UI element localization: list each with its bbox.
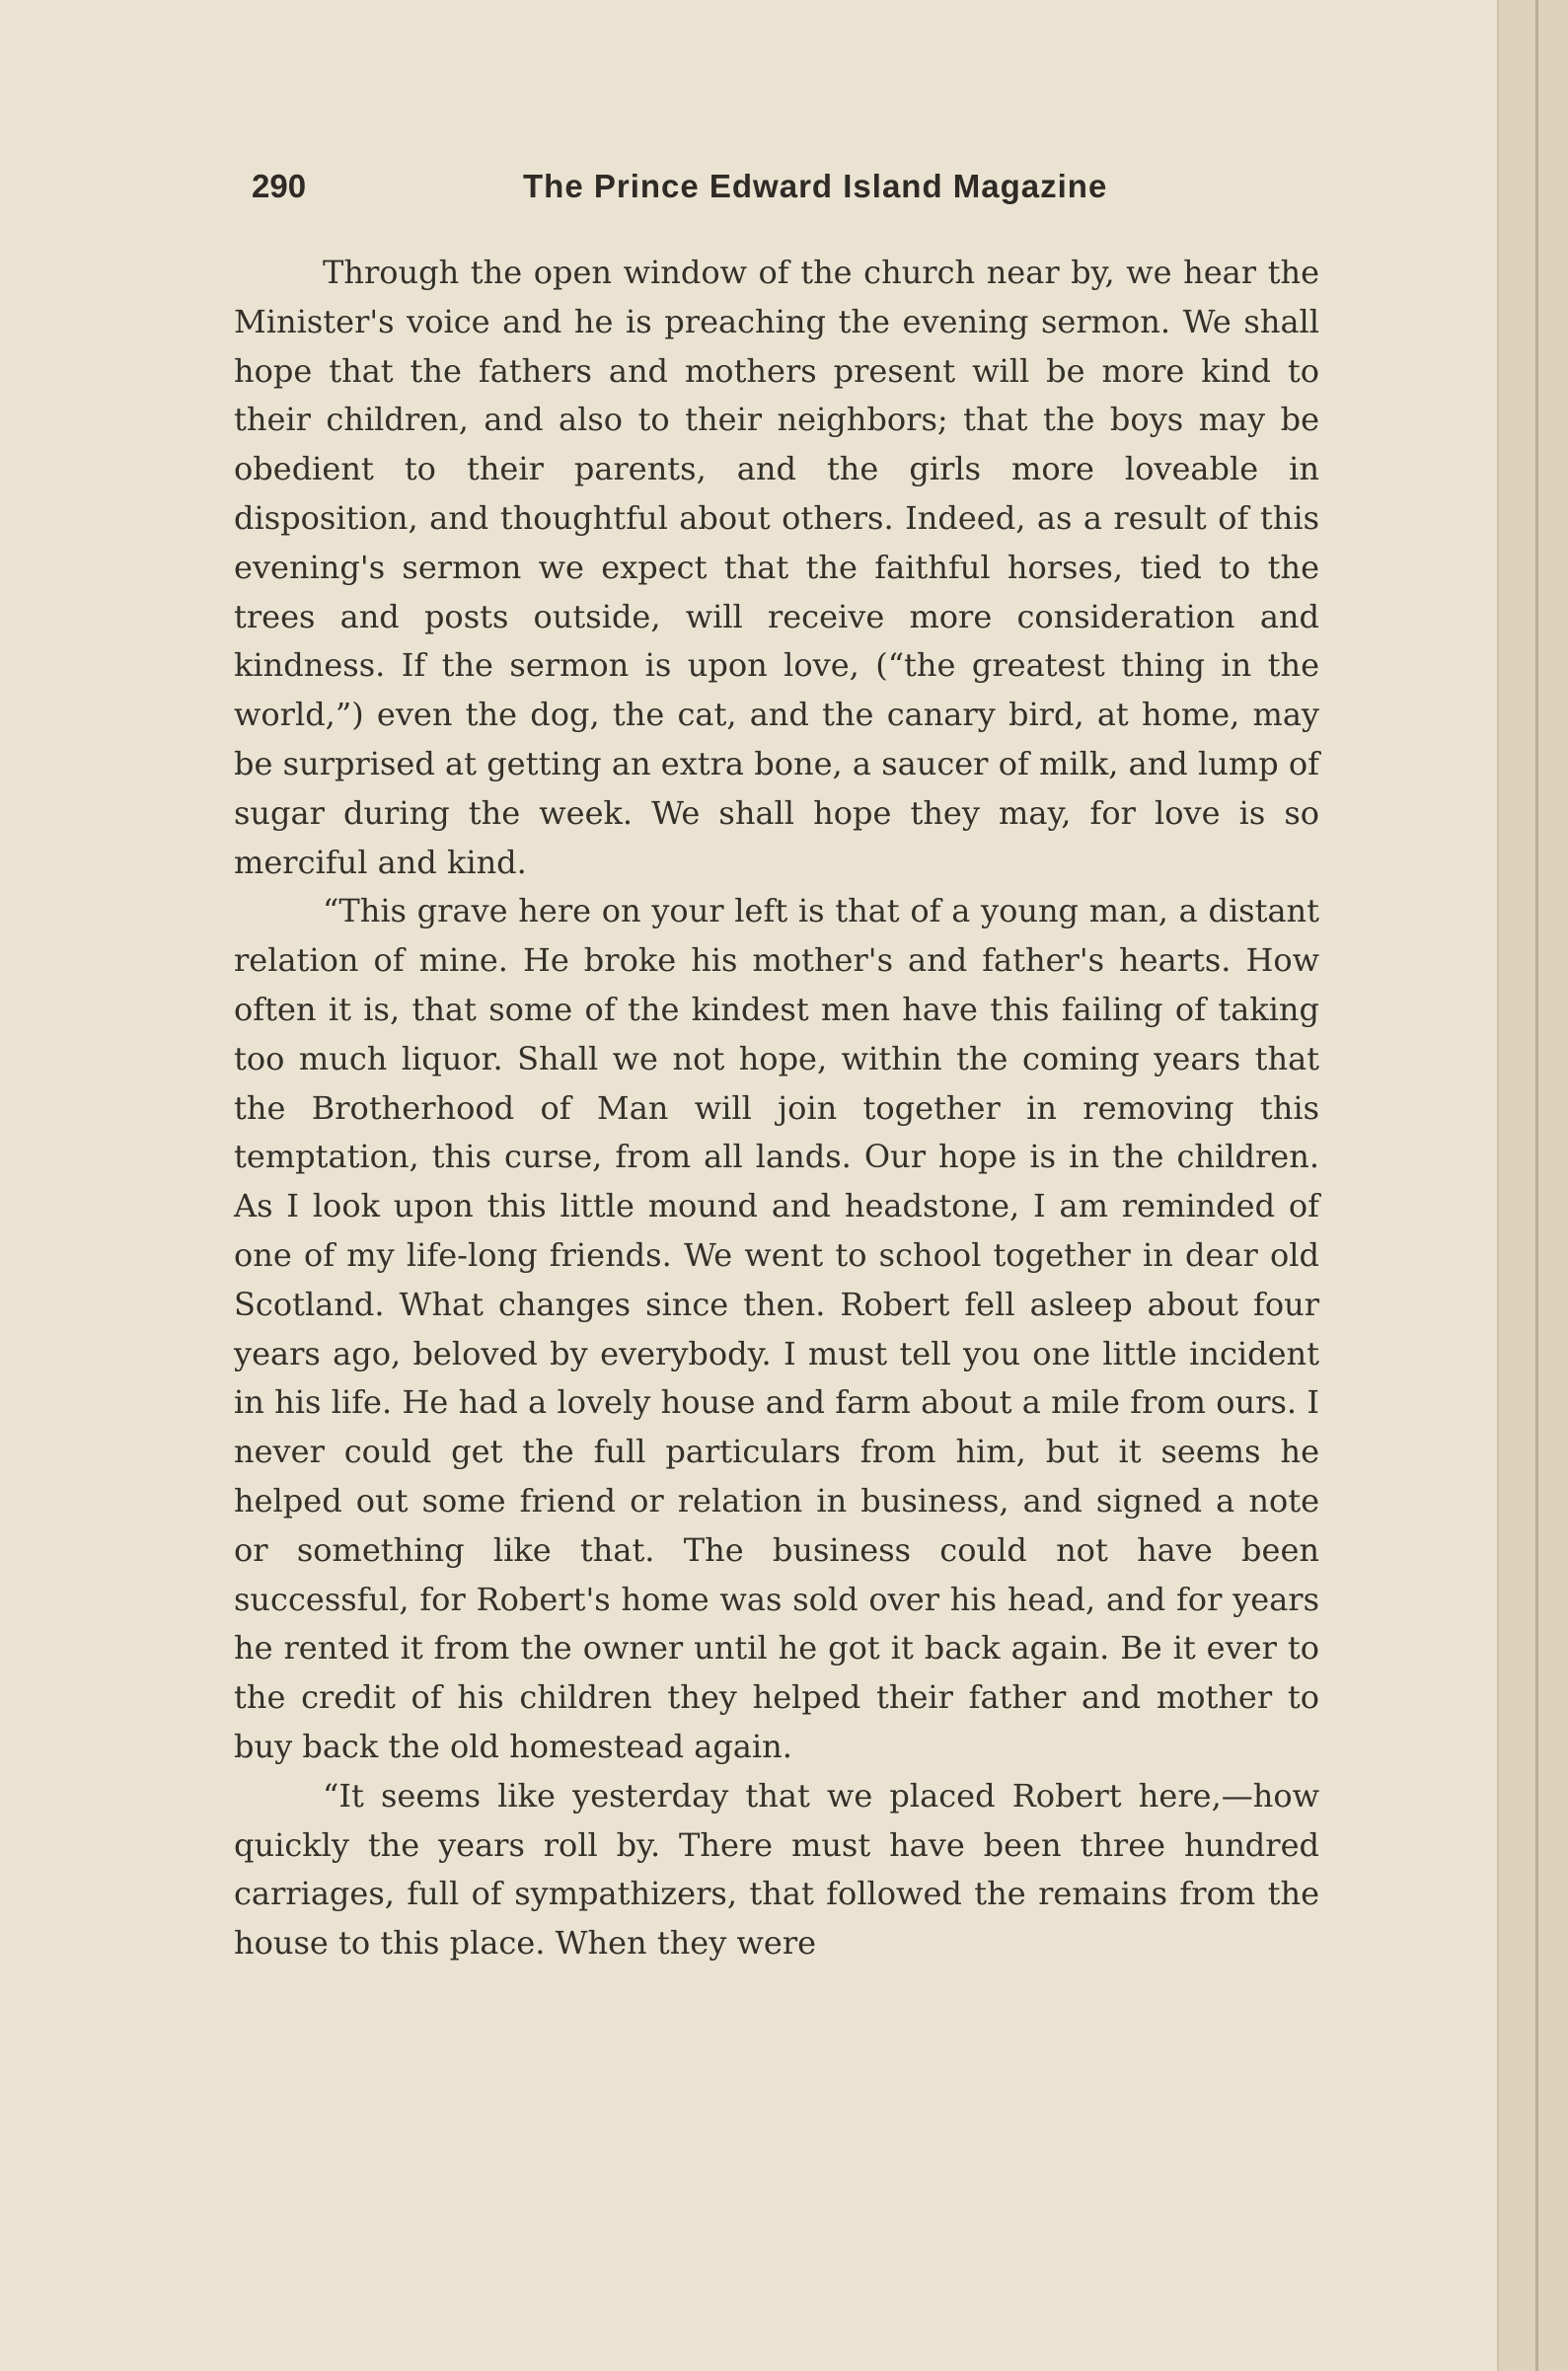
paragraph-evening-sermon: Through the open window of the church near by, we hear the Minister's voice and he is preaching the evening sermon. We shall hope that the fathers and mothers present will be more kind to their children, and also to their neighbors; that the boys may be obedient to their parents, and the girls more loveable in disposition, and thoughtful about others. Indeed, as a result of this evening's sermon we expect that the faithful horses, tied to the trees and posts outside, will receive more consideration and kindness. If the sermon is upon love, (“the greatest thing in the world,”) even the dog, the cat, and the canary bird, at home, may be surprised at getting an extra bone, a saucer of milk, and lump of sugar during the week. We shall hope they may, for love is so merciful and kind. [234, 254, 1319, 881]
paragraph-grave-robert: “This grave here on your left is that of a young man, a distant relation of mine. He broke his mother's and father's hearts. How often it is, that some of the kindest men have this failing of taking too much liquor. Shall we not hope, within the coming years that the Brotherhood of Man will join together in removing this temptation, this curse, from all lands. Our hope is in the children. As I look upon this little mound and headstone, I am reminded of one of my life-long friends. We went to school together in dear old Scotland. What changes since then. Robert fell asleep about four years ago, beloved by everybody. I must tell you one little incident in his life. He had a lovely house and farm about a mile from ours. I never could get the full particulars from him, but it seems he helped out some friend or relation in business, and signed a note or something like that. The business could not have been successful, for Robert's home was sold over his head, and for years he rented it from the owner until he got it back again. Be it ever to the credit of his children they helped their father and mother to buy back the old homestead again. [234, 892, 1319, 1765]
paragraph-funeral-procession: “It seems like yesterday that we placed Robert here,—how quickly the years roll by. There must have been three hundred carriages, full of sympathizers, that followed the remains from the house to this place. When they were [234, 1776, 1319, 1963]
page-number: 290 [252, 168, 307, 204]
page-header [252, 168, 1317, 217]
running-title: The Prince Edward Island Magazine [523, 168, 1108, 204]
binding-stitch-line [1535, 0, 1538, 2371]
body-text [234, 249, 1319, 1968]
page-binding-edge [1497, 0, 1568, 2371]
